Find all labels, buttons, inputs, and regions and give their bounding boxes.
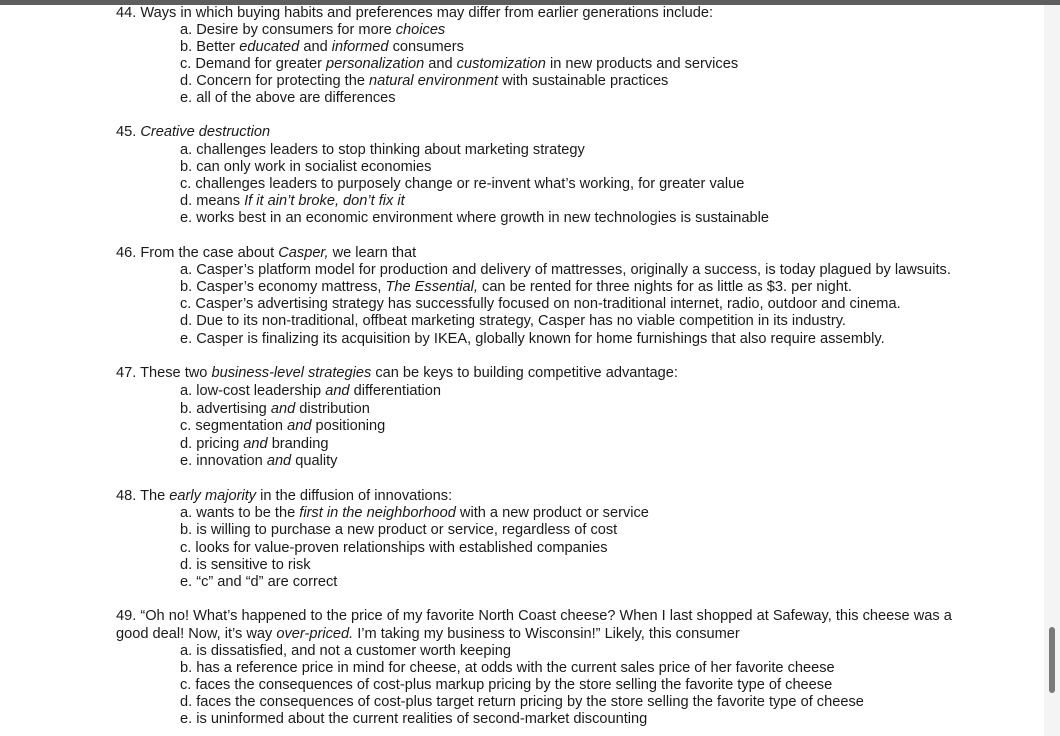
text-run: business-level strategies <box>211 365 372 381</box>
text-run: e. Casper is finalizing its acquisition by IKEA, globally known for home furnishings that also require assembly. <box>180 331 885 347</box>
text-run: e. works best in an economic environment where growth in new technologies is sustainable <box>180 210 769 226</box>
text-run: good deal! Now, it’s way <box>116 626 277 642</box>
text-run: a. challenges leaders to stop thinking about marketing strategy <box>180 142 585 158</box>
text-run: first in the neighborhood <box>299 505 456 521</box>
text-run: b. advertising <box>180 401 271 417</box>
question-48-option-a <box>180 505 649 522</box>
text-run: and <box>287 418 312 434</box>
text-run: b. Casper’s economy mattress, <box>180 279 386 295</box>
question-48-stem <box>116 488 452 505</box>
question-44-option-c <box>180 56 738 73</box>
text-run: c. faces the consequences of cost-plus markup pricing by the store selling the favorite type of cheese <box>180 677 833 693</box>
scrollbar-thumb[interactable] <box>1049 627 1055 693</box>
question-47-option-d <box>180 436 329 453</box>
text-run: personalization <box>326 56 425 72</box>
text-run: in new products and services <box>545 56 739 72</box>
question-48-option-c <box>180 540 608 557</box>
text-run: Creative destruction <box>140 124 271 140</box>
text-run: d. means <box>180 193 245 209</box>
question-46-option-c <box>180 296 901 313</box>
question-47-option-b <box>180 401 370 418</box>
text-run: we learn that <box>328 245 417 261</box>
question-48-option-e <box>180 574 337 591</box>
text-run: and <box>424 56 457 72</box>
question-49-stem-line-1 <box>116 608 952 625</box>
text-run: I’m taking my business to Wisconsin!” Likely, this consumer <box>353 626 740 642</box>
text-run: can be keys to building competitive advantage: <box>371 365 678 381</box>
text-run: and <box>243 436 268 452</box>
question-45-stem <box>116 124 270 141</box>
text-run: a. Casper’s platform model for production and delivery of mattresses, originally a success, is today plagued by lawsuits. <box>180 262 951 278</box>
question-49-option-b <box>180 660 835 677</box>
text-run: The Essential, <box>385 279 478 295</box>
question-46-option-e <box>180 331 885 348</box>
question-44-option-b <box>180 39 464 56</box>
question-44-option-e <box>180 90 396 107</box>
question-45-option-c <box>180 176 744 193</box>
text-run: b. is willing to purchase a new product or service, regardless of cost <box>180 522 618 538</box>
text-run: informed <box>331 39 389 55</box>
text-run: If it ain’t broke, don’t fix it <box>244 193 405 209</box>
text-run: d. Concern for protecting the <box>180 73 370 89</box>
question-47-option-a <box>180 383 441 400</box>
text-run: b. Better <box>180 39 240 55</box>
text-run: c. segmentation <box>180 418 288 434</box>
text-run: choices <box>395 22 446 38</box>
question-44-option-a <box>180 22 445 39</box>
question-49-option-c <box>180 677 832 694</box>
question-49-stem-line-2 <box>116 626 740 643</box>
text-run: 46. From the case about <box>116 245 279 261</box>
text-run: d. faces the consequences of cost-plus target return pricing by the store selling the favorite type of cheese <box>180 694 864 710</box>
question-45-option-e <box>180 210 769 227</box>
text-run: 45. <box>116 124 141 140</box>
text-run: d. pricing <box>180 436 244 452</box>
question-46-option-b <box>180 279 852 296</box>
text-run: e. is uninformed about the current realities of second-market discounting <box>180 711 648 727</box>
question-44-stem <box>116 5 713 22</box>
question-47-option-e <box>180 453 337 470</box>
text-run: c. challenges leaders to purposely change or re-invent what’s working, for greater value <box>180 176 745 192</box>
question-49-option-d <box>180 694 864 711</box>
text-run: 47. These two <box>116 365 212 381</box>
question-48-option-b <box>180 522 617 539</box>
question-45-option-a <box>180 142 585 159</box>
text-run: with sustainable practices <box>498 73 669 89</box>
text-run: Casper, <box>278 245 329 261</box>
question-46-option-d <box>180 313 846 330</box>
text-run: early majority <box>169 488 257 504</box>
text-run: and <box>270 401 296 417</box>
question-46-stem <box>116 245 416 262</box>
text-run: natural environment <box>369 73 499 89</box>
question-49-option-a <box>180 643 511 660</box>
text-run: quality <box>291 453 338 469</box>
text-run: c. Demand for greater <box>180 56 327 72</box>
question-47-option-c <box>180 418 385 435</box>
text-run: a. low-cost leadership <box>180 383 326 399</box>
vertical-scrollbar[interactable] <box>1044 5 1060 736</box>
text-run: consumers <box>388 39 464 55</box>
question-45-option-d <box>180 193 405 210</box>
text-run: and <box>266 453 292 469</box>
text-run: e. “c” and “d” are correct <box>180 574 338 590</box>
text-run: positioning <box>311 418 386 434</box>
text-run: distribution <box>295 401 370 417</box>
text-run: a. Desire by consumers for more <box>180 22 396 38</box>
text-run: a. is dissatisfied, and not a customer worth keeping <box>180 643 511 659</box>
text-run: 48. The <box>116 488 170 504</box>
question-45-option-b <box>180 159 431 176</box>
text-run: 44. Ways in which buying habits and preferences may differ from earlier generations include: <box>116 5 714 21</box>
text-run: and <box>299 39 332 55</box>
question-48-option-d <box>180 557 311 574</box>
question-49-option-e <box>180 711 647 728</box>
text-run: e. innovation <box>180 453 267 469</box>
text-run: b. can only work in socialist economies <box>180 159 432 175</box>
text-run: branding <box>267 436 329 452</box>
text-run: c. Casper’s advertising strategy has successfully focused on non-traditional internet, radio, outdoor and cinema. <box>180 296 901 312</box>
text-run: educated <box>239 39 300 55</box>
text-run: with a new product or service <box>455 505 649 521</box>
text-run: d. Due to its non-traditional, offbeat marketing strategy, Casper has no viable competition in its industry. <box>180 313 846 329</box>
text-run: over-priced. <box>276 626 354 642</box>
text-run: differentiation <box>349 383 441 399</box>
text-run: b. has a reference price in mind for cheese, at odds with the current sales price of her favorite cheese <box>180 660 835 676</box>
text-run: customization <box>456 56 546 72</box>
question-47-stem <box>116 365 678 382</box>
text-run: a. wants to be the <box>180 505 300 521</box>
text-run: e. all of the above are differences <box>180 90 396 106</box>
text-run: can be rented for three nights for as little as $3. per night. <box>477 279 852 295</box>
text-run: 49. “Oh no! What’s happened to the price of my favorite North Coast cheese? When I last shopped at Safeway, this cheese was a <box>116 608 952 624</box>
text-run: c. looks for value-proven relationships with established companies <box>180 540 608 556</box>
text-run: d. is sensitive to risk <box>180 557 311 573</box>
question-46-option-a <box>180 262 951 279</box>
question-44-option-d <box>180 73 668 90</box>
text-run: in the diffusion of innovations: <box>256 488 453 504</box>
text-run: and <box>325 383 350 399</box>
